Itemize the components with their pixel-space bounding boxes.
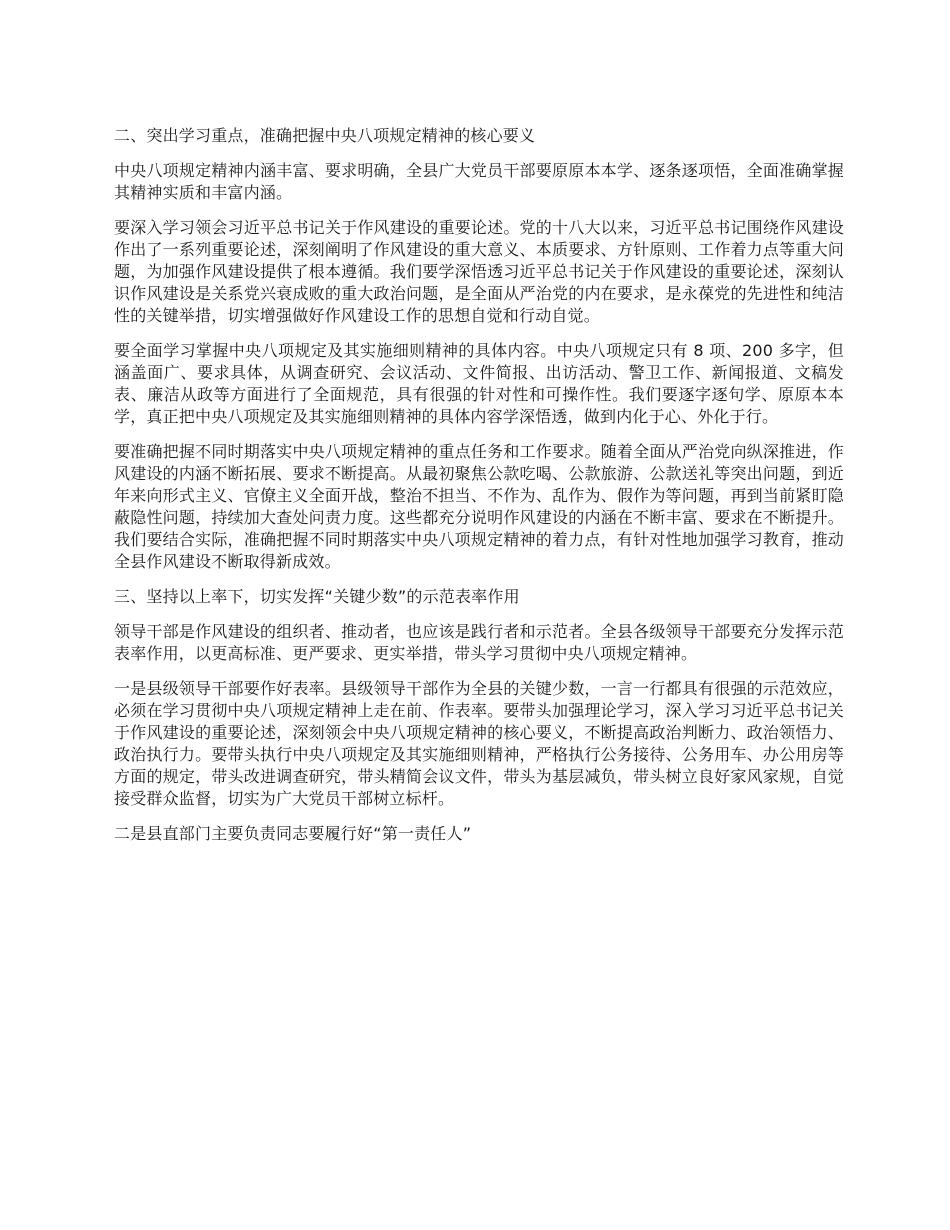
paragraph: 一是县级领导干部要作好表率。县级领导干部作为全县的关键少数，一言一行都具有很强的示范效应，必须在学习贯彻中央八项规定精神上走在前、作表率。要带头加强理论学习，深入学习习近平总书记关于作风建设的重要论述，深刻领会中央八项规定精神的核心要义，不断提高政治判断力、政治领悟力、政治执行力。要带头执行中央八项规定及其实施细则精神，严格执行公务接待、公务用车、办公用房等方面的规定，带头改进调查研究，带头精简会议文件，带头为基层减负，带头树立良好家风家规，自觉接受群众监督，切实为广大党员干部树立标杆。 [114, 679, 844, 808]
document-body [114, 125, 844, 858]
paragraph: 二是县直部门主要负责同志要履行好“第一责任人” [114, 824, 472, 843]
paragraph: 领导干部是作风建设的组织者、推动者，也应该是践行者和示范者。全县各级领导干部要充分发挥示范表率作用，以更高标准、更严要求、更实举措，带头学习贯彻中央八项规定精神。 [114, 622, 844, 663]
section-heading-3: 三、坚持以上率下，切实发挥“关键少数”的示范表率作用 [114, 587, 520, 606]
section-heading-2: 二、突出学习重点，准确把握中央八项规定精神的核心要义 [114, 126, 536, 145]
paragraph: 中央八项规定精神内涵丰富、要求明确，全县广大党员干部要原原本本学、逐条逐项悟，全面准确掌握其精神实质和丰富内涵。 [114, 161, 844, 202]
paragraph: 要深入学习领会习近平总书记关于作风建设的重要论述。党的十八大以来，习近平总书记围绕作风建设作出了一系列重要论述，深刻阐明了作风建设的重大意义、本质要求、方针原则、工作着力点等重大问题，为加强作风建设提供了根本遵循。我们要学深悟透习近平总书记关于作风建设的重要论述，深刻认识作风建设是关系党兴衰成败的重大政治问题，是全面从严治党的内在要求，是永葆党的先进性和纯洁性的关键举措，切实增强做好作风建设工作的思想自觉和行动自觉。 [114, 218, 844, 325]
paragraph: 要全面学习掌握中央八项规定及其实施细则精神的具体内容。中央八项规定只有 8 项、200 多字，但涵盖面广、要求具体，从调查研究、会议活动、文件简报、出访活动、警卫工作、新闻报道、文稿发表、廉洁从政等方面进行了全面规范，具有很强的针对性和可操作性。我们要逐字逐句学、原原本本学，真正把中央八项规定及其实施细则精神的具体内容学深悟透，做到内化于心、外化于行。 [114, 341, 844, 426]
paragraph: 要准确把握不同时期落实中央八项规定精神的重点任务和工作要求。随着全面从严治党向纵深推进，作风建设的内涵不断拓展、要求不断提高。从最初聚焦公款吃喝、公款旅游、公款送礼等突出问题，到近年来向形式主义、官僚主义全面开战，整治不担当、不作为、乱作为、假作为等问题，再到当前紧盯隐蔽隐性问题，持续加大查处问责力度。这些都充分说明作风建设的内涵在不断丰富、要求在不断提升。我们要结合实际，准确把握不同时期落实中央八项规定精神的着力点，有针对性地加强学习教育，推动全县作风建设不断取得新成效。 [114, 442, 844, 571]
